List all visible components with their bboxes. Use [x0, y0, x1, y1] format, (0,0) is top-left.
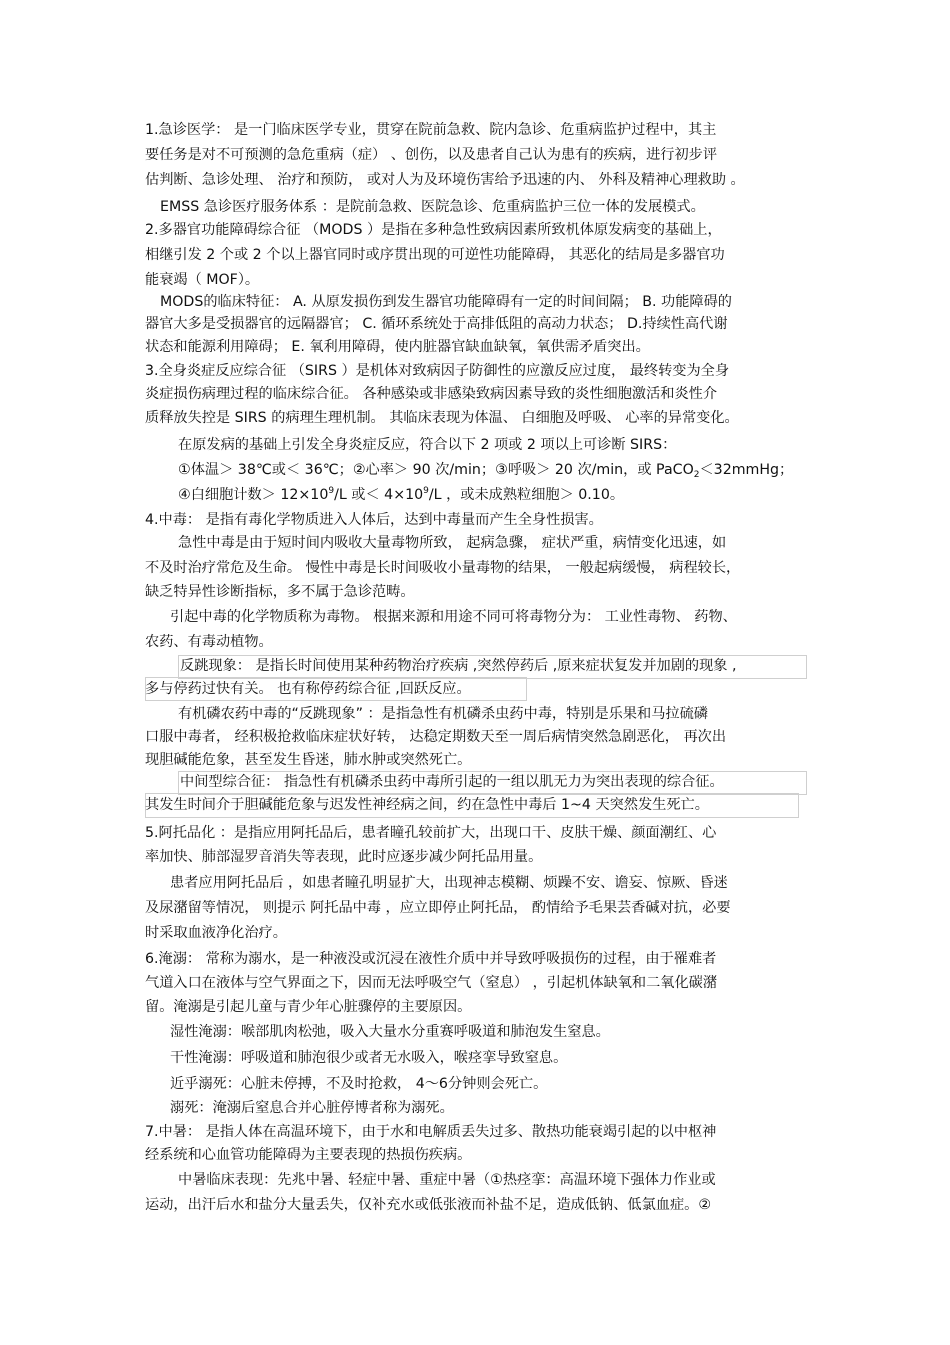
text-line: 及尿潴留等情况， 则提示 阿托品中毒 ，应立即停止阿托品， 酌情给予毛果芸香碱对抗，必要	[145, 900, 731, 916]
text-line: EMSS 急诊医疗服务体系 ：是院前急救、医院急诊、危重病监护三位一体的发展模式。	[160, 199, 705, 215]
text-line: 器官大多是受损器官的远隔器官； C. 循环系统处于高排低阻的高动力状态； D.持续性高代谢	[145, 316, 728, 332]
text-line: 时采取血液净化治疗。	[145, 925, 287, 941]
text-line: 2.多器官功能障碍综合征 （MODS ）是指在多种急性致病因素所致机体原发病变的基础上，	[145, 222, 722, 238]
text-line: 要任务是对不可预测的急危重病（症） 、创伤，以及患者自己认为患有的疾病，进行初步评	[145, 147, 718, 163]
text-line: 不及时治疗常危及生命。 慢性中毒是长时间吸收小量毒物的结果， 一般起病缓慢， 病程较长，	[145, 560, 741, 576]
text-line: 率加快、肺部湿罗音消失等表现，此时应逐步减少阿托品用量。	[145, 849, 543, 865]
text-line: 有机磷农药中毒的“反跳现象” ：是指急性有机磷杀虫药中毒，特别是乐果和马拉硫磷	[178, 706, 708, 722]
text-line: 湿性淹溺：喉部肌肉松弛，吸入大量水分重赛呼吸道和肺泡发生窒息。	[170, 1024, 610, 1040]
text-line: 运动，出汗后水和盐分大量丢失，仅补充水或低张液而补盐不足，造成低钠、低氯血症。②	[145, 1197, 712, 1213]
text-line: 近乎溺死：心脏未停搏，不及时抢救， 4～6分钟则会死亡。	[170, 1076, 548, 1092]
text-line: 多与停药过快有关。 也有称停药综合征 ,回跃反应。	[145, 681, 471, 697]
text-line: 溺死：淹溺后窒息合并心脏停博者称为溺死。	[170, 1100, 454, 1116]
text-line: 口服中毒者， 经积极抢救临床症状好转， 达稳定期数天至一周后病情突然急剧恶化， 再次出	[145, 729, 727, 745]
text-line: 经系统和心血管功能障碍为主要表现的热损伤疾病。	[145, 1147, 472, 1163]
text-line: 6.淹溺： 常称为溺水，是一种液没或沉浸在液性介质中并导致呼吸损伤的过程，由于罹难者	[145, 951, 717, 967]
text-line: 农药、有毒动植物。	[145, 634, 273, 650]
text-line-wbc-criteria: ④白细胞计数＞ $12\times 10^9/L$ 或＜ $4\times 10^9/L$ ，或未成熟粒细胞＞ 0.10。	[178, 486, 625, 503]
text-line: 缺乏特异性诊断指标，多不属于急诊范畴。	[145, 584, 415, 600]
text-line: 相继引发 2 个或 2 个以上器官同时或序贯出现的可逆性功能障碍， 其恶化的结局是多器官功	[145, 247, 725, 263]
text-line: 4.中毒： 是指有毒化学物质进入人体后，达到中毒量而产生全身性损害。	[145, 512, 603, 528]
text-line: 5.阿托品化 ：是指应用阿托品后，患者瞳孔较前扩大，出现口干、皮肤干燥、颜面潮红、心	[145, 825, 717, 841]
text-line: 中间型综合征： 指急性有机磷杀虫药中毒所引起的一组以肌无力为突出表现的综合征。	[180, 774, 724, 790]
text-line: 其发生时间介于胆碱能危象与迟发性神经病之间，约在急性中毒后 1~4 天突然发生死亡。	[145, 797, 709, 813]
text-line: 3.全身炎症反应综合征 （SIRS ）是机体对致病因子防御性的应激反应过度， 最终转变为全身	[145, 363, 730, 379]
text-line: 反跳现象： 是指长时间使用某种药物治疗疾病 ,突然停药后 ,原来症状复发并加剧的现象 ,	[180, 658, 737, 674]
text-line: 在原发病的基础上引发全身炎症反应，符合以下 2 项或 2 项以上可诊断 SIRS：	[178, 437, 677, 453]
text-line: 现胆碱能危象，甚至发生昏迷，肺水肿或突然死亡。	[145, 752, 472, 768]
text-line: 患者应用阿托品后 ，如患者瞳孔明显扩大，出现神志模糊、烦躁不安、谵妄、惊厥、昏迷	[170, 875, 728, 891]
text-line-sirs-criteria: ①体温＞ 38℃或＜ 36℃；②心率＞ 90 次/min；③呼吸＞ 20 次/min，或 PaCO$_2$＜32mmHg；	[178, 462, 794, 480]
text-line: 急性中毒是由于短时间内吸收大量毒物所致， 起病急骤， 症状严重，病情变化迅速，如	[178, 535, 727, 551]
text-line: 1.急诊医学： 是一门临床医学专业，贯穿在院前急救、院内急诊、危重病监护过程中，其主	[145, 122, 717, 138]
text-line: 能衰竭（ MOF）。	[145, 272, 260, 288]
text-line: 引起中毒的化学物质称为毒物。 根据来源和用途不同可将毒物分为： 工业性毒物、 药物、	[170, 609, 737, 625]
text-line: MODS的临床特征： A. 从原发损伤到发生器官功能障碍有一定的时间间隔； B. 功能障碍的	[160, 294, 732, 310]
text-line: 气道入口在液体与空气界面之下，因而无法呼吸空气（窒息） ，引起机体缺氧和二氧化碳潴	[145, 975, 718, 991]
text-line: 留。淹溺是引起儿童与青少年心脏骤停的主要原因。	[145, 999, 472, 1015]
text-line: 中暑临床表现：先兆中暑、轻症中暑、重症中暑（①热痉挛：高温环境下强体力作业或	[178, 1172, 716, 1188]
text-line: 质释放失控是 SIRS 的病理生理机制。 其临床表现为体温、 白细胞及呼吸、 心率的异常变化。	[145, 410, 739, 426]
text-line: 炎症损伤病理过程的临床综合征。 各种感染或非感染致病因素导致的炎性细胞激活和炎性介	[145, 386, 718, 402]
text-line: 干性淹溺：呼吸道和肺泡很少或者无水吸入，喉痉挛导致窒息。	[170, 1050, 568, 1066]
text-line: 7.中暑： 是指人体在高温环境下，由于水和电解质丢失过多、散热功能衰竭引起的以中枢神	[145, 1124, 717, 1140]
text-line: 估判断、急诊处理、 治疗和预防， 或对人为及环境伤害给予迅速的内、 外科及精神心理救助 。	[145, 172, 745, 188]
text-line: 状态和能源利用障碍； E. 氧利用障碍，使内脏器官缺血缺氧，氧供需矛盾突出。	[145, 339, 650, 355]
